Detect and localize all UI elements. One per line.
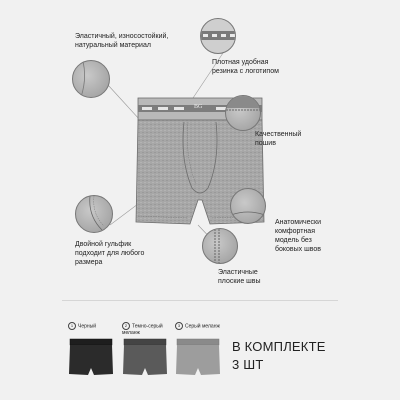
material-zoom-image	[72, 60, 110, 98]
anatomy-zoom-image	[230, 188, 266, 224]
color-1-label: 1 Черный	[68, 322, 116, 330]
feature-anatomy: Анатомически комфортная модель без боковых швов	[275, 219, 322, 253]
pouch-zoom-image	[75, 195, 113, 233]
waistband-zoom-image	[200, 18, 236, 54]
waistband-logo: BG	[194, 104, 203, 110]
color-2-label: 2 Темно-серый меланж	[122, 323, 163, 336]
feature-pouch: Двойной гульфик подходит для любого размера	[75, 241, 145, 266]
feature-waistband: Плотная удобная резинка с логотипом	[212, 59, 279, 75]
tailoring-zoom-image	[225, 95, 261, 131]
feature-material: Эластичный, износостойкий, натуральный материал	[75, 33, 169, 49]
bundle-line-2: 3 ШТ	[232, 357, 264, 372]
color-1-swatch	[68, 338, 114, 376]
feature-seams: Эластичные плоские швы	[218, 269, 261, 285]
color-3-label: 3 Серый меланж	[175, 322, 225, 330]
color-3-swatch	[175, 338, 221, 376]
bundle-line-1: В КОМПЛЕКТЕ	[232, 339, 326, 354]
seams-zoom-image	[202, 228, 238, 264]
feature-tailoring: Качественный пошив	[255, 131, 302, 147]
section-divider	[62, 300, 338, 301]
color-2-swatch	[122, 338, 168, 376]
